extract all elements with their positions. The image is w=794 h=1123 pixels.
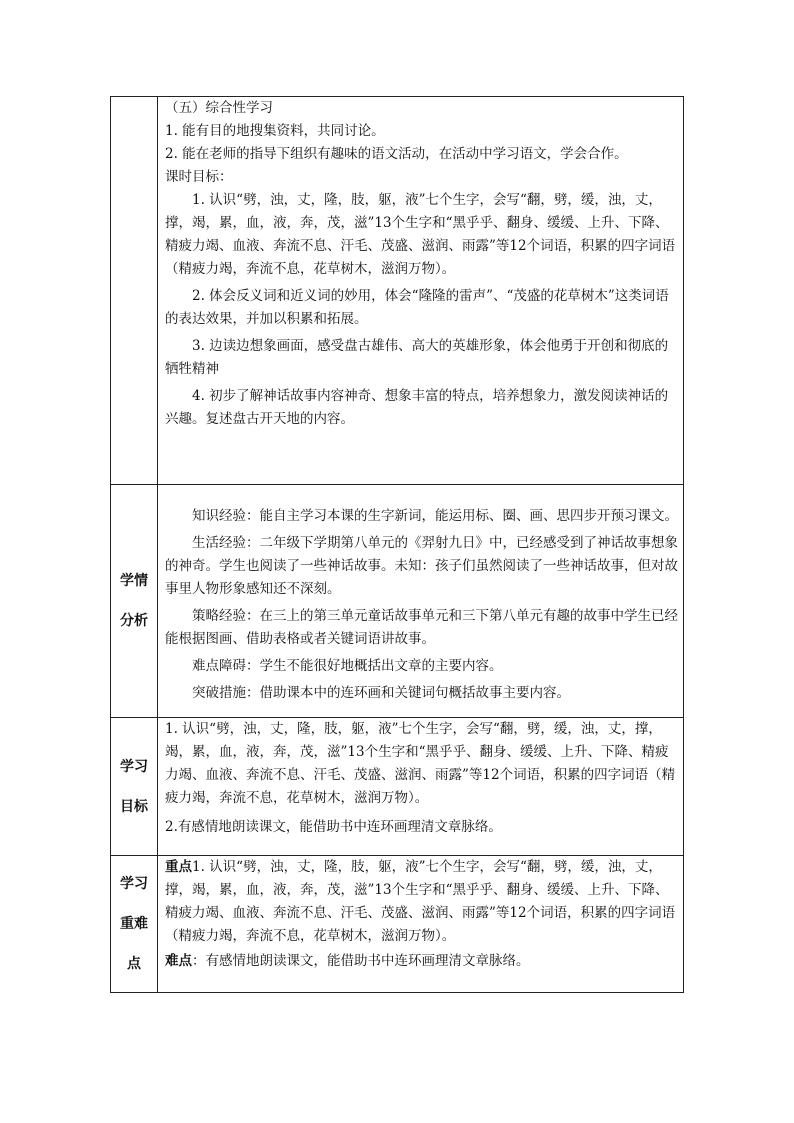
table-row-learning-goals — [111, 718, 684, 856]
row-label-learning-goals — [111, 718, 158, 856]
analysis-paragraph: 知识经验：能自主学习本课的生字新词，能运用标、圈、画、思四步开预习课文。 — [192, 508, 678, 524]
analysis-paragraph: 突破措施：借助课本中的连环画和关键词句概括故事主要内容。 — [192, 685, 570, 701]
analysis-paragraph: 策略经验：在三上的第三单元童话故事单元和三下第八单元有趣的故事中学生已经能根据图画、借助表格或者关键词语讲故事。 — [165, 608, 678, 647]
row-label-text: 学情 — [120, 573, 148, 589]
row-label-text: 重难 — [120, 916, 148, 932]
lesson-goal-item: 2. 体会反义词和近义词的妙用，体会“隆隆的雷声”、“茂盛的花草树木”这类词语的表达效果，并加以积累和拓展。 — [165, 288, 669, 327]
learning-goals-cell — [158, 718, 684, 856]
table-row-objectives — [111, 97, 684, 485]
lesson-goal-item: 4. 初步了解神话故事内容神奇、想象丰富的特点，培养想象力，激发阅读神话的兴趣。复述盘古开天地的内容。 — [165, 388, 669, 427]
row-label-text: 分析 — [120, 613, 148, 629]
key-point-text: 1. 认识“劈，浊，丈，隆，肢，躯，液”七个生字，会写“翻，劈，缓，浊，丈，撑，竭，累，血，液，奔，茂，滋”13个生字和“黑乎乎、翻身、缓缓、上升、下降、精疲力竭、血液、奔流不息、汗毛、茂盛、滋润、雨露”等12个词语，积累的四字词语（精疲力竭，奔流不息，花草树木，滋润万物）。 — [165, 859, 676, 944]
row-label-student-analysis — [111, 485, 158, 718]
difficult-point-paragraph — [165, 950, 678, 973]
difficult-point-label: 难点 — [165, 953, 192, 969]
analysis-paragraph: 生活经验：二年级下学期第八单元的《羿射九日》中，已经感受到了神话故事想象的神奇。学生也阅读了一些神话故事。未知：孩子们虽然阅读了一些神话故事，但对故事里人物形象感知还不深刻。 — [165, 535, 678, 597]
goal-line: 2. 能在老师的指导下组织有趣味的语文活动，在活动中学习语文，学会合作。 — [165, 146, 628, 162]
key-point-label: 重点 — [165, 859, 192, 875]
lesson-goal-item: 1. 认识“劈，浊，丈，隆，肢，躯，液”七个生字，会写“翻，劈，缓，浊，丈，撑，竭，累，血，液，奔，茂，滋”13个生字和“黑乎乎、翻身、缓缓、上升、下降、精疲力竭、血液、奔流不息、汗毛、茂盛、滋润、雨露”等12个词语，积累的四字词语（精疲力竭，奔流不息，花草树木，滋润万物）。 — [165, 192, 676, 277]
row-label-text: 学习 — [120, 876, 148, 892]
key-point-paragraph — [165, 856, 678, 948]
row-label-text: 学习 — [120, 758, 148, 775]
row-label-text: 点 — [127, 956, 141, 972]
lesson-goal-item: 3. 边读边想象画面，感受盘古雄伟、高大的英雄形象，体会他勇于开创和彻底的牺牲精神 — [165, 338, 669, 377]
learning-goal-item: 1. 认识“劈，浊，丈，隆，肢，躯，液”七个生字，会写“翻，劈，缓，浊，丈，撑，竭，累，血，液，奔，茂，滋”13个生字和“黑乎乎、翻身、缓缓、上升、下降、精疲力竭、血液、奔流不息、汗毛、茂盛、滋润、雨露”等12个词语，积累的四字词语（精疲力竭，奔流不息，花草树木，滋润万物）。 — [165, 721, 676, 806]
row-label-key-difficult — [111, 856, 158, 993]
table-row-student-analysis — [111, 485, 684, 718]
spacer — [165, 485, 678, 505]
goal-line: 1. 能有目的地搜集资料，共同讨论。 — [165, 123, 385, 139]
lesson-goal-heading: 课时目标： — [165, 169, 233, 185]
analysis-paragraph: 难点障碍：学生不能很好地概括出文章的主要内容。 — [192, 658, 503, 674]
row-label-text: 目标 — [120, 798, 148, 815]
student-analysis-cell — [158, 485, 684, 718]
learning-goal-item: 2.有感情地朗读课文，能借助书中连环画理清文章脉络。 — [165, 819, 502, 835]
key-difficult-cell — [158, 856, 684, 993]
difficult-point-text: ：有感情地朗读课文，能借助书中连环画理清文章脉络。 — [192, 953, 530, 969]
section-heading: （五）综合性学习 — [165, 100, 273, 116]
lesson-plan-table — [110, 96, 684, 993]
row-label-empty — [111, 97, 158, 485]
objectives-cell — [158, 97, 684, 485]
table-row-key-difficult-points — [111, 856, 684, 993]
